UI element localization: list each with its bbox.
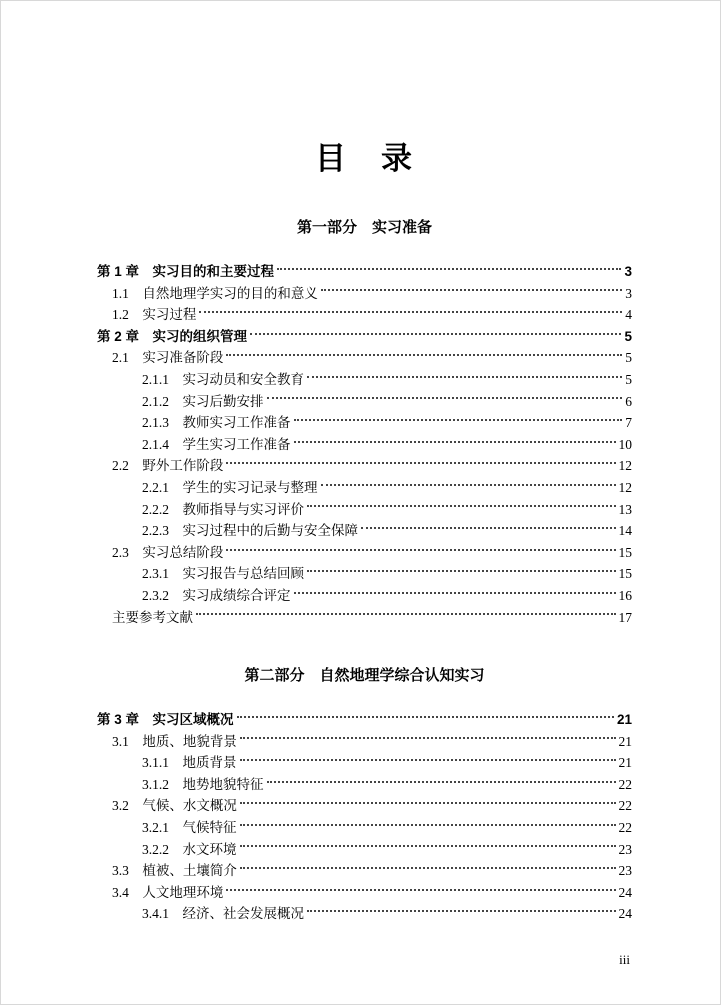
toc-entry-page: 14: [618, 523, 632, 539]
toc-leader-dots: [361, 527, 616, 529]
toc-entry-label: 3.4 人文地理环境: [112, 884, 224, 900]
toc-entry-page: 12: [618, 479, 632, 495]
toc-entry-label: 2.1.3 教师实习工作准备: [142, 415, 291, 431]
toc-entry-page: 22: [618, 776, 632, 792]
toc-entry-page: 17: [618, 609, 632, 625]
toc-entry: [97, 412, 632, 434]
toc-entry-label: 3.1.2 地势地貌特征: [142, 776, 264, 792]
toc-entry: [97, 731, 632, 753]
toc-entry-label: 2.1.1 实习动员和安全教育: [142, 371, 304, 387]
toc-leader-dots: [307, 570, 616, 572]
toc-entry: [97, 839, 632, 861]
toc-leader-dots: [196, 613, 616, 615]
toc-container: [97, 216, 632, 925]
toc-entry: [97, 391, 632, 413]
toc-entry: [97, 774, 632, 796]
toc-leader-dots: [250, 333, 621, 335]
toc-entry-page: 22: [618, 798, 632, 814]
toc-entry-page: 3: [624, 264, 632, 279]
toc-entry-label: 2.1 实习准备阶段: [112, 350, 224, 366]
section-heading: 第二部分 自然地理学综合认知实习: [244, 667, 485, 685]
toc-entry-page: 6: [625, 393, 632, 409]
toc-entry-label: 2.1.4 学生实习工作准备: [142, 436, 291, 452]
toc-entry-label: 2.2.2 教师指导与实习评价: [142, 501, 304, 517]
toc-entry-page: 21: [618, 755, 632, 771]
toc-entry-label: 2.3.1 实习报告与总结回顾: [142, 566, 304, 582]
toc-leader-dots: [267, 781, 616, 783]
toc-entry-page: 24: [618, 906, 632, 922]
toc-entry-label: 3.1 地质、地貌背景: [112, 733, 237, 749]
toc-entry: [97, 434, 632, 456]
toc-entry: [97, 903, 632, 925]
toc-entry-label: 1.2 实习过程: [112, 307, 197, 323]
toc-entry-page: 5: [624, 328, 632, 344]
toc-entry: [97, 709, 632, 731]
toc-entry-label: 第 3 章 实习区域概况: [97, 712, 234, 728]
toc-leader-dots: [307, 376, 622, 378]
toc-entry: [97, 795, 632, 817]
toc-entry: [97, 585, 632, 607]
toc-entry: [97, 261, 632, 283]
toc-entry: [97, 347, 632, 369]
toc-entry: [97, 817, 632, 839]
toc-leader-dots: [237, 716, 614, 718]
toc-entry-page: 7: [625, 415, 632, 431]
toc-leader-dots: [226, 354, 622, 356]
toc-entry-page: 16: [618, 587, 632, 603]
toc-leader-dots: [307, 910, 616, 912]
toc-entry-label: 2.1.2 实习后勤安排: [142, 393, 264, 409]
toc-entry-label: 3.2.2 水文环境: [142, 841, 237, 857]
toc-entry-page: 22: [618, 820, 632, 836]
toc-section: [97, 664, 632, 925]
toc-entry-label: 第 2 章 实习的组织管理: [97, 328, 248, 344]
toc-leader-dots: [321, 484, 616, 486]
toc-entry-page: 23: [618, 863, 632, 879]
toc-entry-label: 3.3 植被、土壤简介: [112, 863, 237, 879]
toc-leader-dots: [321, 289, 622, 291]
toc-entry-label: 3.2.1 气候特征: [142, 820, 237, 836]
toc-leader-dots: [226, 889, 615, 891]
toc-entry: [97, 607, 632, 629]
toc-entry-page: 12: [618, 458, 632, 474]
toc-entry-page: 3: [625, 285, 632, 301]
toc-leader-dots: [267, 397, 623, 399]
toc-entry-page: 24: [618, 884, 632, 900]
toc-entry-label: 2.3.2 实习成绩综合评定: [142, 587, 291, 603]
toc-entry-label: 2.3 实习总结阶段: [112, 544, 224, 560]
toc-leader-dots: [240, 737, 616, 739]
toc-leader-dots: [226, 462, 615, 464]
toc-entry: [97, 860, 632, 882]
toc-leader-dots: [226, 549, 615, 551]
toc-leader-dots: [240, 867, 616, 869]
toc-entry: [97, 455, 632, 477]
toc-entry: [97, 520, 632, 542]
toc-section: [97, 216, 632, 628]
toc-entry-page: 21: [618, 733, 632, 749]
toc-entry-page: 21: [616, 712, 632, 728]
toc-entry-page: 15: [618, 544, 632, 560]
toc-leader-dots: [307, 505, 616, 507]
toc-leader-dots: [240, 824, 616, 826]
toc-entry: [97, 499, 632, 521]
toc-entry-page: 5: [625, 371, 632, 387]
toc-entry-label: 3.4.1 经济、社会发展概况: [142, 906, 304, 922]
toc-entry: [97, 283, 632, 305]
toc-entry: [97, 304, 632, 326]
toc-leader-dots: [240, 759, 616, 761]
toc-entry: [97, 882, 632, 904]
toc-entry-label: 第 1 章 实习目的和主要过程: [97, 264, 275, 279]
toc-entry-page: 4: [625, 307, 632, 323]
toc-entry-page: 15: [618, 566, 632, 582]
toc-leader-dots: [240, 845, 616, 847]
toc-entry-label: 2.2 野外工作阶段: [112, 458, 224, 474]
toc-entry-label: 2.2.1 学生的实习记录与整理: [142, 479, 318, 495]
footer-page-number: iii: [619, 952, 630, 967]
toc-entry: [97, 477, 632, 499]
page-title: 目 录: [315, 141, 414, 176]
toc-entry: [97, 542, 632, 564]
toc-entry: [97, 752, 632, 774]
toc-leader-dots: [240, 802, 616, 804]
toc-entry: [97, 563, 632, 585]
toc-entry-label: 3.2 气候、水文概况: [112, 798, 237, 814]
toc-entry-page: 10: [618, 436, 632, 452]
toc-entry-label: 2.2.3 实习过程中的后勤与安全保障: [142, 523, 358, 539]
toc-leader-dots: [277, 268, 621, 270]
toc-entry-page: 13: [618, 501, 632, 517]
toc-leader-dots: [199, 311, 622, 313]
toc-entry-page: 23: [618, 841, 632, 857]
section-heading: 第一部分 实习准备: [296, 219, 432, 236]
toc-entry-page: 5: [625, 350, 632, 366]
toc-leader-dots: [294, 441, 616, 443]
toc-entry-label: 主要参考文献: [112, 609, 193, 625]
toc-leader-dots: [294, 592, 616, 594]
toc-entry-label: 1.1 自然地理学实习的目的和意义: [112, 285, 318, 301]
toc-entry-label: 3.1.1 地质背景: [142, 755, 237, 771]
toc-leader-dots: [294, 419, 623, 421]
toc-entry: [97, 369, 632, 391]
toc-entry: [97, 326, 632, 348]
